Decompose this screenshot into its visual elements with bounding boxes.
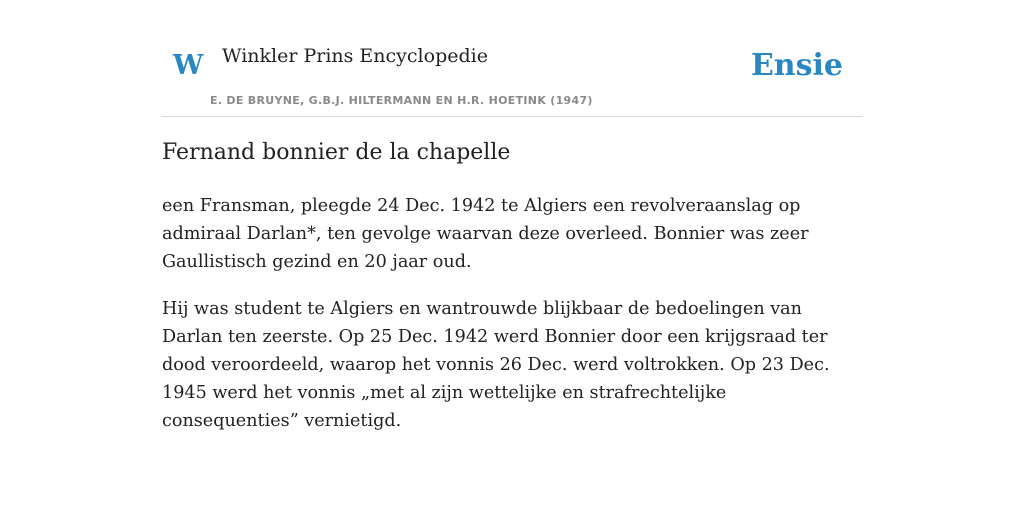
article-body [162, 192, 862, 454]
site-logo-icon[interactable]: W [173, 50, 204, 81]
site-title[interactable]: Winkler Prins Encyclopedie [222, 45, 488, 67]
header [162, 0, 862, 117]
article-paragraph: Hij was student te Algiers en wantrouwde blijkbaar de bedoelingen van Darlan ten zeerste. Op 25 Dec. 1942 werd Bonnier door een krijgsraad ter dood veroordeeld, waarop het vonnis 26 Dec. werd voltrokken. Op 23 Dec. 1945 werd het vonnis „met al zijn wettelijke en strafrechtelijke consequenties” vernietigd. [162, 299, 830, 431]
brand-logo[interactable]: Ensie [750, 48, 843, 83]
page-title: Fernand bonnier de la chapelle [162, 140, 511, 165]
authors-line: E. DE BRUYNE, G.B.J. HILTERMANN EN H.R. HOETINK (1947) [210, 94, 593, 107]
article-paragraph: een Fransman, pleegde 24 Dec. 1942 te Algiers een revolveraanslag op admiraal Darlan*, ten gevolge waarvan deze overleed. Bonnier was zeer Gaullistisch gezind en 20 jaar oud. [162, 196, 809, 272]
page [162, 0, 862, 431]
